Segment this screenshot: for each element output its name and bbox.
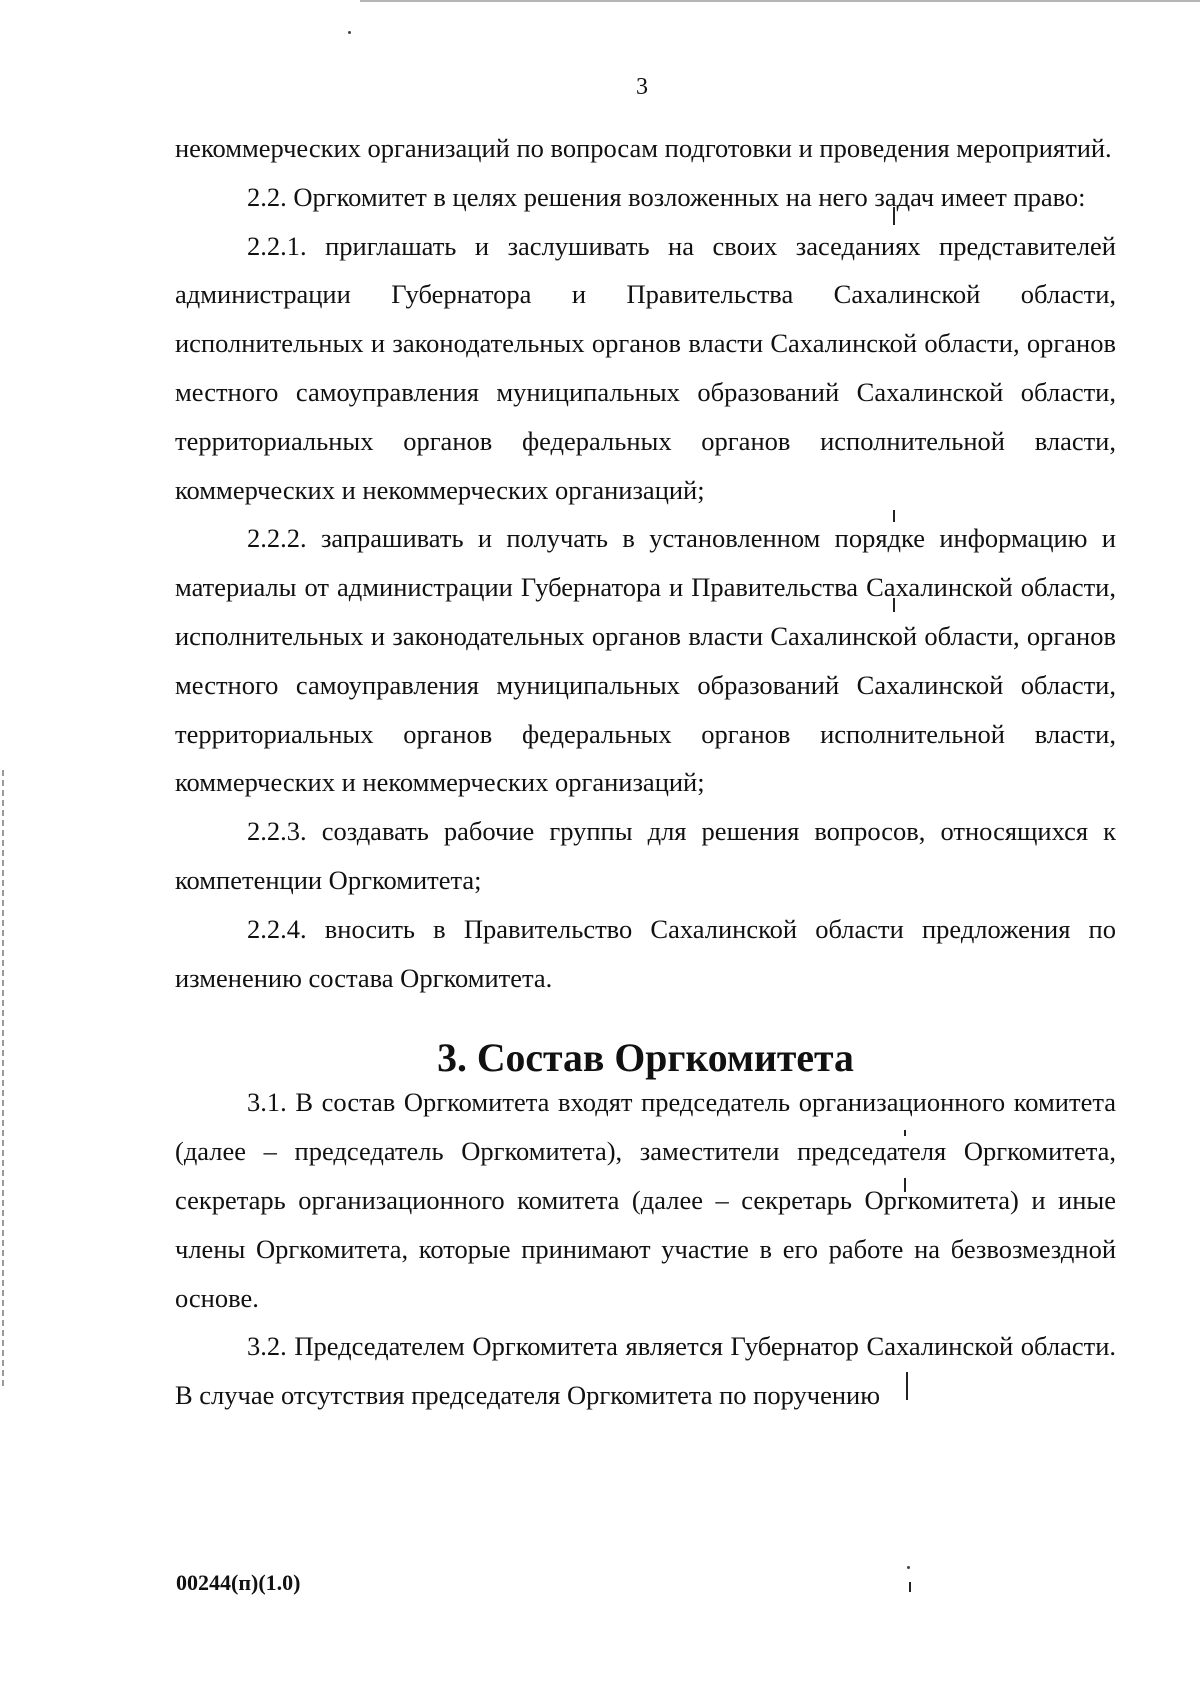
paragraph-2-2-2: 2.2.2. запрашивать и получать в установленном порядке информацию и материалы от администрации Губернатора и Правительства Сахалинской области, исполнительных и законодательных органов власти Сахалинской области, органов местного самоуправления муниципальных образований Сахалинской области, территориальных органов федеральных органов исполнительной власти, коммерческих и некоммерческих организаций; [175,523,1116,798]
page-number: 3 [636,74,648,100]
paragraph-2-2-4: 2.2.4. вносить в Правительство Сахалинской области предложения по изменению состава Оргкомитета. [175,913,1116,993]
paragraph-2-2: 2.2. Оргкомитет в целях решения возложенных на него задач имеет право: [247,181,1086,212]
document-code: 00244(п)(1.0) [176,1570,301,1595]
paragraph-3-2: 3.2. Председателем Оргкомитета является Губернатор Сахалинской области. В случае отсутствия председателя Оргкомитета по поручению [175,1331,1116,1411]
scan-left-edge [2,770,4,1390]
scan-dot [907,1566,910,1569]
paragraph-2-2-1: 2.2.1. приглашать и заслушивать на своих заседаниях представителей администрации Губернатора и Правительства Сахалинской области, исполнительных и законодательных органов власти Сахалинской области, органов местного самоуправления муниципальных образований Сахалинской области, территориальных органов федеральных органов исполнительной власти, коммерческих и некоммерческих организаций; [175,230,1116,505]
scan-dot [348,31,351,34]
paragraph-continuation: некоммерческих организаций по вопросам подготовки и проведения мероприятий. [175,133,1112,163]
document-body [175,124,1116,1420]
scan-mark [909,1582,911,1592]
section-heading: 3. Состав Оргкомитета [437,1036,854,1081]
paragraph-2-2-3: 2.2.3. создавать рабочие группы для решения вопросов, относящихся к компетенции Оргкомитета; [175,816,1116,895]
paragraph-3-1: 3.1. В состав Оргкомитета входят председатель организационного комитета (далее – председатель Оргкомитета), заместители председателя Оргкомитета, секретарь организационного комитета (далее – секретарь Оргкомитета) и иные члены Оргкомитета, которые принимают участие в его работе на безвозмездной основе. [175,1087,1116,1313]
scan-top-rule [360,0,1200,2]
